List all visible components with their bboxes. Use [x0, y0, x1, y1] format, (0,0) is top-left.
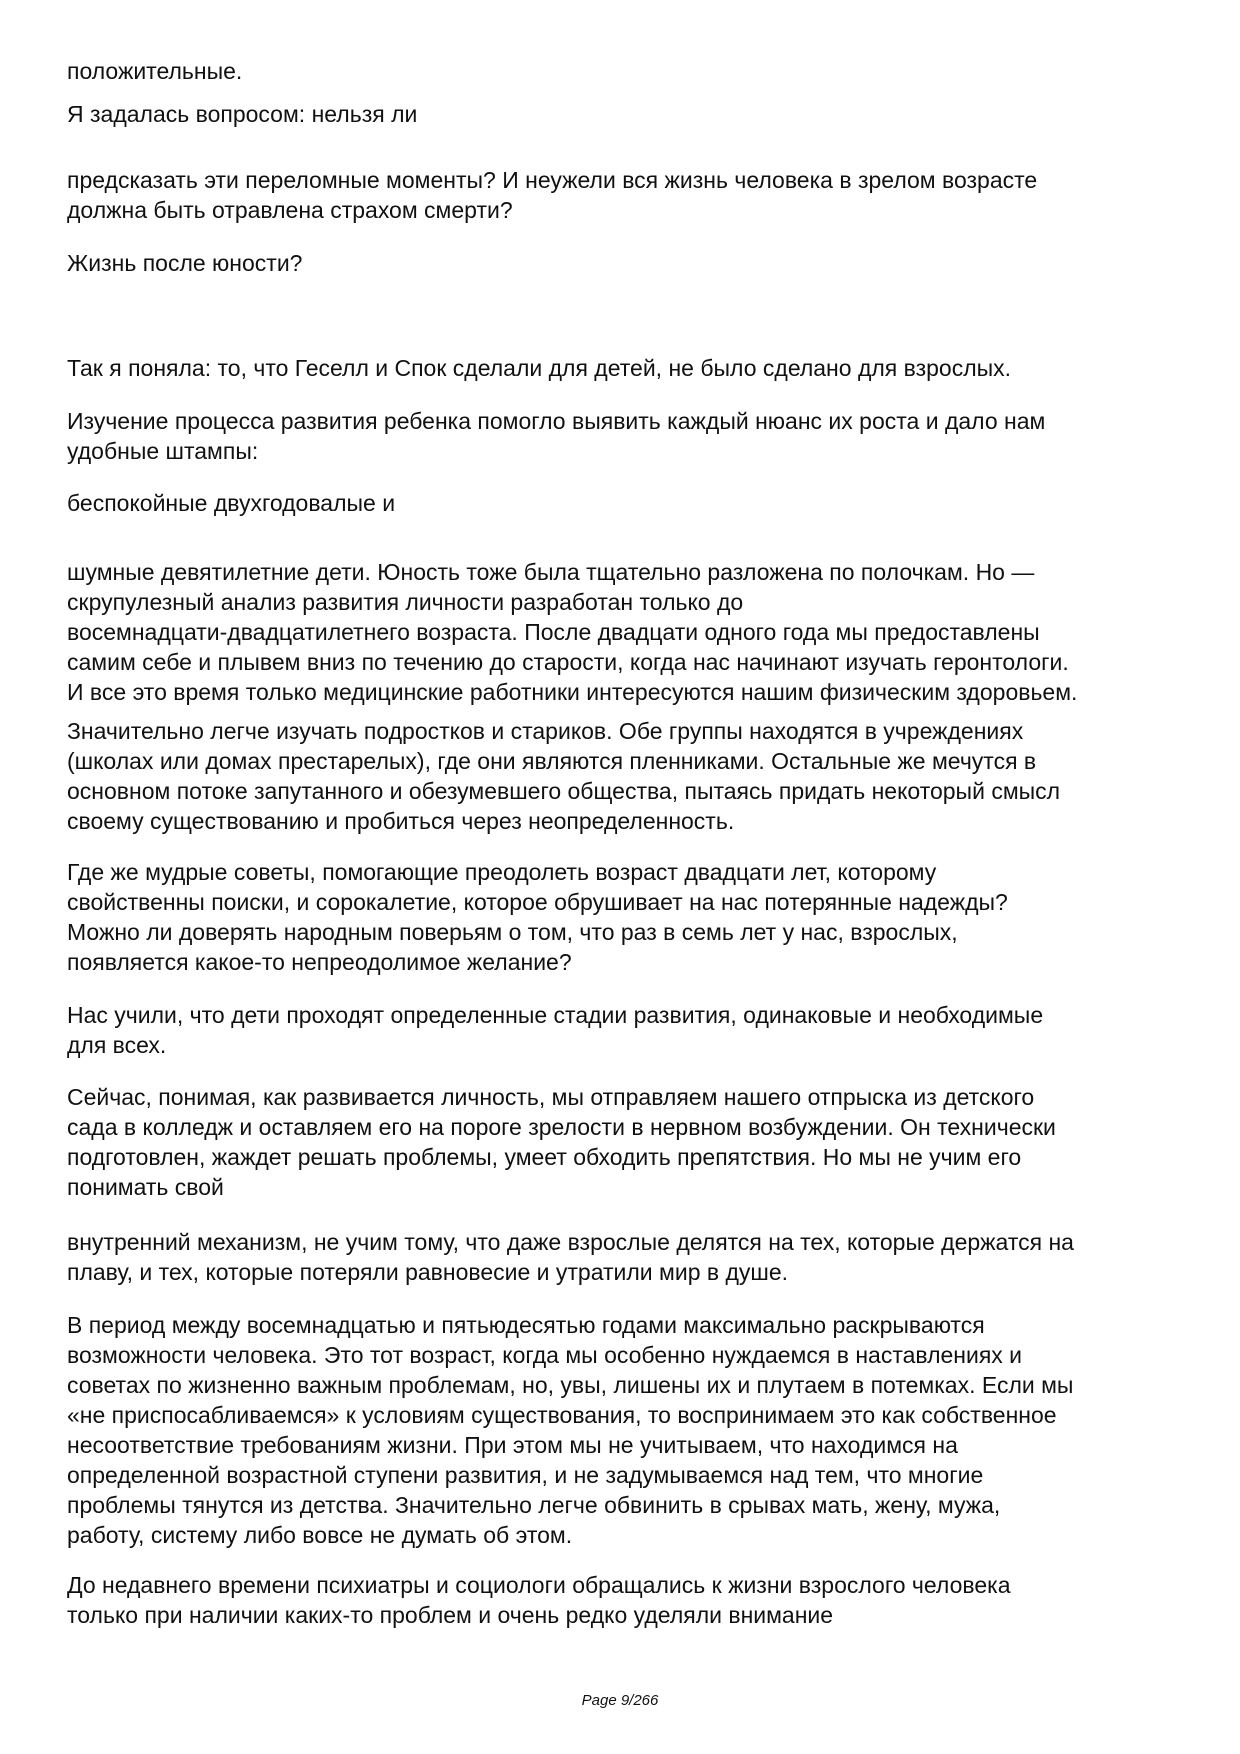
paragraph-5: Изучение процесса развития ребенка помогло выявить каждый нюанс их роста и дало нам удобные штампы:	[67, 408, 1046, 464]
paragraph-1: положительные.	[67, 58, 243, 84]
page-number: Page 9/266	[581, 1692, 659, 1709]
paragraph-10: Нас учили, что дети проходят определенные стадии развития, одинаковые и необходимые для всех.	[67, 1002, 1044, 1058]
paragraph-14: До недавнего времени психиатры и социологи обращались к жизни взрослого человека только при наличии каких-то проблем и очень редко уделяли внимание	[67, 1572, 1011, 1628]
paragraph-4: Так я поняла: то, что Геселл и Спок сделали для детей, не было сделано для взрослых.	[67, 355, 1012, 381]
paragraph-3: предсказать эти переломные моменты? И неужели вся жизнь человека в зрелом возрасте должна быть отравлена страхом смерти?	[67, 167, 1038, 223]
paragraph-6: беспокойные двухгодовалые и	[67, 490, 396, 516]
paragraph-11: Сейчас, понимая, как развивается личность, мы отправляем нашего отпрыска из детского сада в колледж и оставляем его на пороге зрелости в нервном возбуждении. Он технически подготовлен, жаждет решать проблемы, умеет обходить препятствия. Но мы не учим его понимать свой	[67, 1084, 1056, 1200]
paragraph-13: В период между восемнадцатью и пятьюдесятью годами максимально раскрываются возможности человека. Это тот возраст, когда мы особенно нуждаемся в наставлениях и советах по жизненно важным проблемам, но, увы, лишены их и плутаем в потемках. Если мы «не приспосабливаемся» к условиям существования, то воспринимаем это как собственное несоответствие требованиям жизни. При этом мы не учитываем, что находимся на определенной возрастной ступени развития, и не задумываемся над тем, что многие проблемы тянутся из детства. Значительно легче обвинить в срывах мать, жену, мужа, работу, систему либо вовсе не думать об этом.	[67, 1312, 1074, 1548]
paragraph-9: Где же мудрые советы, помогающие преодолеть возраст двадцати лет, которому свойственны поиски, и сорокалетие, которое обрушивает на нас потерянные надежды? Можно ли доверять народным поверьям о том, что раз в семь лет у нас, взрослых, появляется какое-то непреодолимое желание?	[67, 859, 1008, 975]
paragraph-12: внутренний механизм, не учим тому, что даже взрослые делятся на тех, которые держатся на плаву, и тех, которые потеряли равновесие и утратили мир в душе.	[67, 1229, 1074, 1285]
paragraph-7: шумные девятилетние дети. Юность тоже была тщательно разложена по полочкам. Но — скрупулезный анализ развития личности разработан только до восемнадцати-двадцатилетнего возраста. После двадцати одного года мы предоставлены самим себе и плывем вниз по течению до старости, когда нас начинают изучать геронтологи. И все это время только медицинские работники интересуются нашим физическим здоровьем.	[67, 559, 1078, 705]
section-heading: Жизнь после юности?	[67, 250, 303, 276]
paragraph-2: Я задалась вопросом: нельзя ли	[67, 101, 418, 127]
paragraph-8: Значительно легче изучать подростков и стариков. Обе группы находятся в учреждениях (школах или домах престарелых), где они являются пленниками. Остальные же мечутся в основном потоке запутанного и обезумевшего общества, пытаясь придать некоторый смысл своему существованию и пробиться через неопределенность.	[67, 718, 1061, 834]
